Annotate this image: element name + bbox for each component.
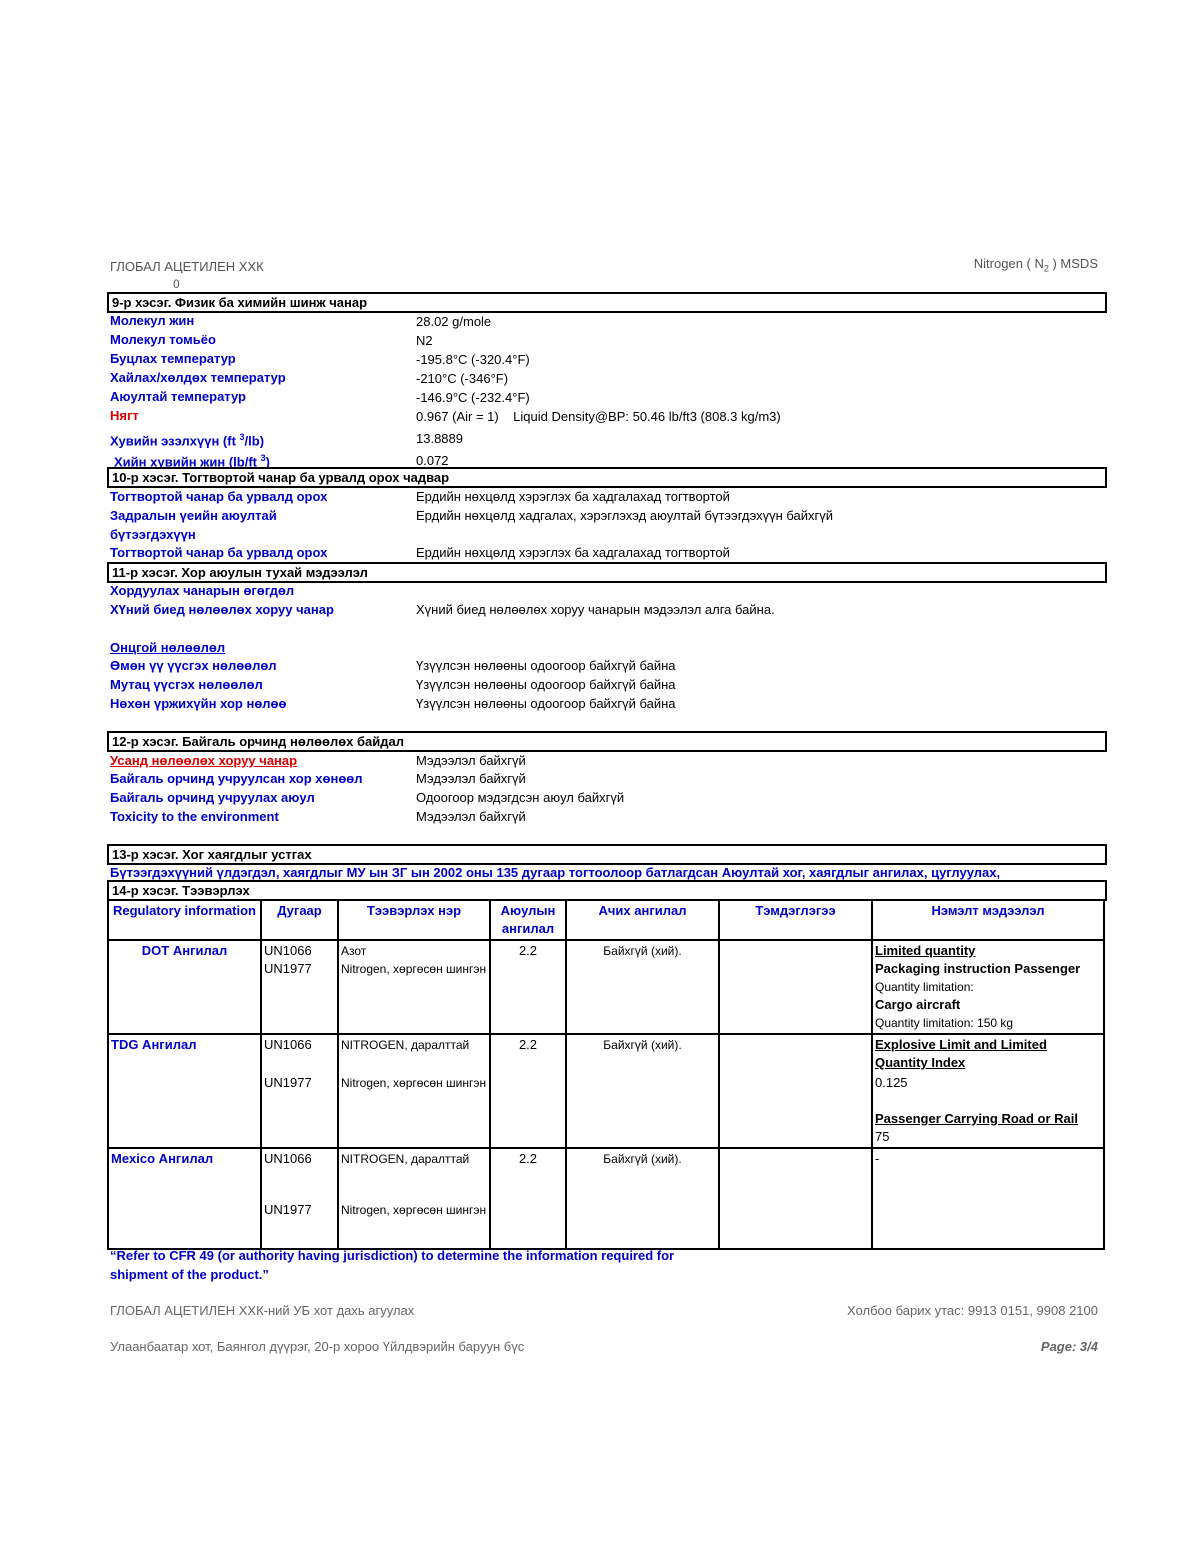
section-11-title: 11-р хэсэг. Хор аюулын тухай мэдээлэл xyxy=(107,562,1107,583)
tdg-hazard: 2.2 xyxy=(490,1034,566,1148)
s9-value-density: 0.967 (Air = 1) Liquid Density@BP: 50.46 lb/ft3 (808.3 kg/m3) xyxy=(416,409,781,424)
s10-label-decomposition-2: бүтээгдэхүүн xyxy=(110,527,196,542)
footer-phone: Холбоо барих утас: 9913 0151, 9908 2100 xyxy=(847,1303,1098,1318)
tdg-regulatory: TDG Ангилал xyxy=(108,1034,261,1148)
dot-n1: Limited quantity xyxy=(875,943,976,958)
s9-label-specific-volume xyxy=(110,428,264,450)
section-12-title: 12-р хэсэг. Байгаль орчинд нөлөөлөх байдал xyxy=(107,731,1107,752)
col-header-hazard-class: Аюулын ангилал xyxy=(490,900,566,940)
s10-label-stability-2: Тогтвортой чанар ба урвалд орох xyxy=(110,545,328,560)
s10-label-stability: Тогтвортой чанар ба урвалд орох xyxy=(110,489,328,504)
dot-name1: Азот xyxy=(341,944,367,958)
transport-table xyxy=(107,899,1105,1250)
doc-title-sub: 2 xyxy=(1043,263,1049,274)
transport-header-row xyxy=(108,900,1104,940)
tdg-un-numbers xyxy=(261,1034,338,1148)
dot-n5: Quantity limitation: 150 kg xyxy=(875,1016,1014,1030)
s9-value-boiling-point: -195.8°C (-320.4°F) xyxy=(416,352,530,367)
s9-sv-post: /lb) xyxy=(244,433,265,449)
dot-labels xyxy=(719,940,872,1034)
s9-label-formula: Молекул томьёо xyxy=(110,332,216,347)
table-row-dot xyxy=(108,940,1104,1034)
table-row-tdg xyxy=(108,1034,1104,1148)
tdg-n4: 75 xyxy=(875,1129,890,1144)
s12-value-toxicity-env: Мэдээлэл байхгүй xyxy=(416,809,526,824)
s12-value-env-damage: Мэдээлэл байхгүй xyxy=(416,771,526,786)
mexico-shipping-names xyxy=(338,1148,490,1249)
doc-title-pre: Nitrogen ( N xyxy=(973,256,1044,271)
dot-n3: Quantity limitation: xyxy=(875,980,974,994)
tdg-labels xyxy=(719,1034,872,1148)
mexico-packing: Байхгүй (хий). xyxy=(566,1148,719,1249)
tdg-n3: Passenger Carrying Road or Rail xyxy=(875,1111,1079,1126)
s9-label-melting-point: Хайлах/хөлдөх температур xyxy=(110,370,286,385)
company-name: ГЛОБАЛ АЦЕТИЛЕН ХХК xyxy=(110,259,264,274)
dot-n4: Cargo aircraft xyxy=(875,997,961,1012)
col-header-regulatory: Regulatory information xyxy=(108,900,261,940)
tdg-packing: Байхгүй (хий). xyxy=(566,1034,719,1148)
s12-label-env-damage: Байгаль орчинд учруулсан хор хөнөөл xyxy=(110,771,363,786)
s10-value-decomposition: Ердийн нөхцөлд хадгалах, хэрэглэхэд аюултай бүтээгдэхүүн байхгүй xyxy=(416,508,834,523)
s12-label-toxicity-env: Toxicity to the environment xyxy=(110,809,279,824)
s9-sv-sup: 3 xyxy=(239,432,245,442)
tdg-un2: UN1977 xyxy=(264,1075,312,1090)
section-9-title: 9-р хэсэг. Физик ба химийн шинж чанар xyxy=(107,292,1107,313)
cfr-note: “Refer to CFR 49 (or authority having jurisdiction) to determine the information required for shipment of the product.” xyxy=(110,1248,675,1282)
footer-address: Улаанбаатар хот, Баянгол дүүрэг, 20-р хороо Үйлдвэрийн баруун бүс xyxy=(110,1339,525,1354)
dot-regulatory: DOT Ангилал xyxy=(108,940,261,1034)
s9-value-molecular-weight: 28.02 g/mole xyxy=(416,314,492,329)
dot-packing: Байхгүй (хий). xyxy=(566,940,719,1034)
s9-label-boiling-point: Буцлах температур xyxy=(110,351,236,366)
col-header-number: Дугаар xyxy=(261,900,338,940)
s11-label-special-effects: Онцгой нөлөөлөл xyxy=(110,640,226,655)
dot-additional xyxy=(872,940,1104,1034)
s11-value-carcinogenic: Үзүүлсэн нөлөөны одоогоор байхгүй байна xyxy=(416,658,676,673)
s9-gd-post: ) xyxy=(265,454,270,470)
mexico-additional: - xyxy=(872,1148,1104,1249)
s10-value-stability-2: Ердийн нөхцөлд хэрэглэх ба хадгалахад тогтвортой xyxy=(416,545,730,560)
mexico-name1: NITROGEN, даралттай xyxy=(341,1152,470,1166)
mexico-regulatory: Mexico Ангилал xyxy=(108,1148,261,1249)
s11-label-reproductive: Нөхөн үржихүйн хор нөлөө xyxy=(110,696,287,711)
s9-gd-sup: 3 xyxy=(260,453,266,463)
page-number: Page: 3/4 xyxy=(1040,1339,1098,1354)
col-header-shipping-name: Тээвэрлэх нэр xyxy=(338,900,490,940)
mexico-hazard: 2.2 xyxy=(490,1148,566,1249)
s12-label-env-hazard: Байгаль орчинд учруулах аюул xyxy=(110,790,315,805)
s13-disposal-text: Бүтээгдэхүүний үлдэгдэл, хаягдлыг МУ ын ЗГ ын 2002 оны 135 дугаар тогтоолоор батлагдсан Аюултай хог, хаягдлыг ангилах, цуглуулах, xyxy=(110,865,1001,880)
mexico-un2: UN1977 xyxy=(264,1202,312,1217)
footer-warehouse: ГЛОБАЛ АЦЕТИЛЕН ХХК-ний УБ хот дахь агуулах xyxy=(110,1303,415,1318)
s9-value-formula: N2 xyxy=(416,333,433,348)
tdg-additional xyxy=(872,1034,1104,1148)
s11-label-carcinogenic: Өмөн үү үүсгэх нөлөөлөл xyxy=(110,658,277,673)
dot-shipping-names xyxy=(338,940,490,1034)
s12-value-aquatic: Мэдээлэл байхгүй xyxy=(416,753,526,768)
section-10-title: 10-р хэсэг. Тогтвортой чанар ба урвалд орох чадвар xyxy=(107,467,1107,488)
tdg-un1: UN1066 xyxy=(264,1037,312,1052)
s11-value-reproductive: Үзүүлсэн нөлөөны одоогоор байхгүй байна xyxy=(416,696,676,711)
doc-title-post: ) MSDS xyxy=(1048,256,1098,271)
s9-label-molecular-weight: Молекул жин xyxy=(110,313,195,328)
s9-sv-pre: Хувийн эзэлхүүн (ft xyxy=(110,433,240,449)
dot-hazard: 2.2 xyxy=(490,940,566,1034)
section-14-title: 14-р хэсэг. Тээвэрлэх xyxy=(107,880,1107,901)
s9-label-density: Нягт xyxy=(110,408,139,423)
s9-value-critical-temp: -146.9°C (-232.4°F) xyxy=(416,390,530,405)
table-row-mexico xyxy=(108,1148,1104,1249)
s11-label-mutagenic: Мутац үүсгэх нөлөөлөл xyxy=(110,677,263,692)
s12-value-env-hazard: Одоогоор мэдэгдсэн аюул байхгүй xyxy=(416,790,625,805)
mexico-labels xyxy=(719,1148,872,1249)
col-header-packing-group: Ачих ангилал xyxy=(566,900,719,940)
dot-un1: UN1066 xyxy=(264,943,312,958)
mexico-name2: Nitrogen, хөргөсөн шингэн xyxy=(341,1203,487,1217)
s11-value-human-toxicity: Хүний биед нөлөөлөх хоруу чанарын мэдээлэл алга байна. xyxy=(416,602,775,617)
mexico-un-numbers xyxy=(261,1148,338,1249)
header-zero: 0 xyxy=(173,277,180,291)
s9-value-specific-volume: 13.8889 xyxy=(416,431,463,446)
dot-n2: Packaging instruction Passenger xyxy=(875,961,1081,976)
dot-un-numbers xyxy=(261,940,338,1034)
tdg-name2: Nitrogen, хөргөсөн шингэн xyxy=(341,1076,487,1090)
s11-label-toxicity-data: Хордуулах чанарын өгөгдөл xyxy=(110,583,295,598)
tdg-n1: Explosive Limit and Limited Quantity Index xyxy=(875,1037,1047,1070)
tdg-name1: NITROGEN, даралттай xyxy=(341,1038,470,1052)
mexico-un1: UN1066 xyxy=(264,1151,312,1166)
col-header-additional-info: Нэмэлт мэдээлэл xyxy=(872,900,1104,940)
s11-label-human-toxicity: ХҮний биед нөлөөлөх хоруу чанар xyxy=(110,602,334,617)
s10-value-stability: Ердийн нөхцөлд хэрэглэх ба хадгалахад тогтвортой xyxy=(416,489,730,504)
tdg-n2: 0.125 xyxy=(875,1075,908,1090)
s9-label-critical-temp: Аюултай температур xyxy=(110,389,246,404)
s11-value-mutagenic: Үзүүлсэн нөлөөны одоогоор байхгүй байна xyxy=(416,677,676,692)
dot-name2: Nitrogen, хөргөсөн шингэн xyxy=(341,962,487,976)
s9-value-melting-point: -210°C (-346°F) xyxy=(416,371,509,386)
s9-gd-pre: Хийн хувийн жин (lb/ft xyxy=(114,454,261,470)
section-13-title: 13-р хэсэг. Хог хаягдлыг устгах xyxy=(107,844,1107,865)
tdg-shipping-names xyxy=(338,1034,490,1148)
dot-un2: UN1977 xyxy=(264,961,312,976)
s12-label-aquatic: Усанд нөлөөлөх хоруу чанар xyxy=(110,753,298,768)
s9-value-gas-density: 0.072 xyxy=(416,453,449,468)
document-title xyxy=(974,256,1098,274)
col-header-labels: Тэмдэглэгээ xyxy=(719,900,872,940)
s10-label-decomposition-1: Задралын үеийн аюултай xyxy=(110,508,277,523)
